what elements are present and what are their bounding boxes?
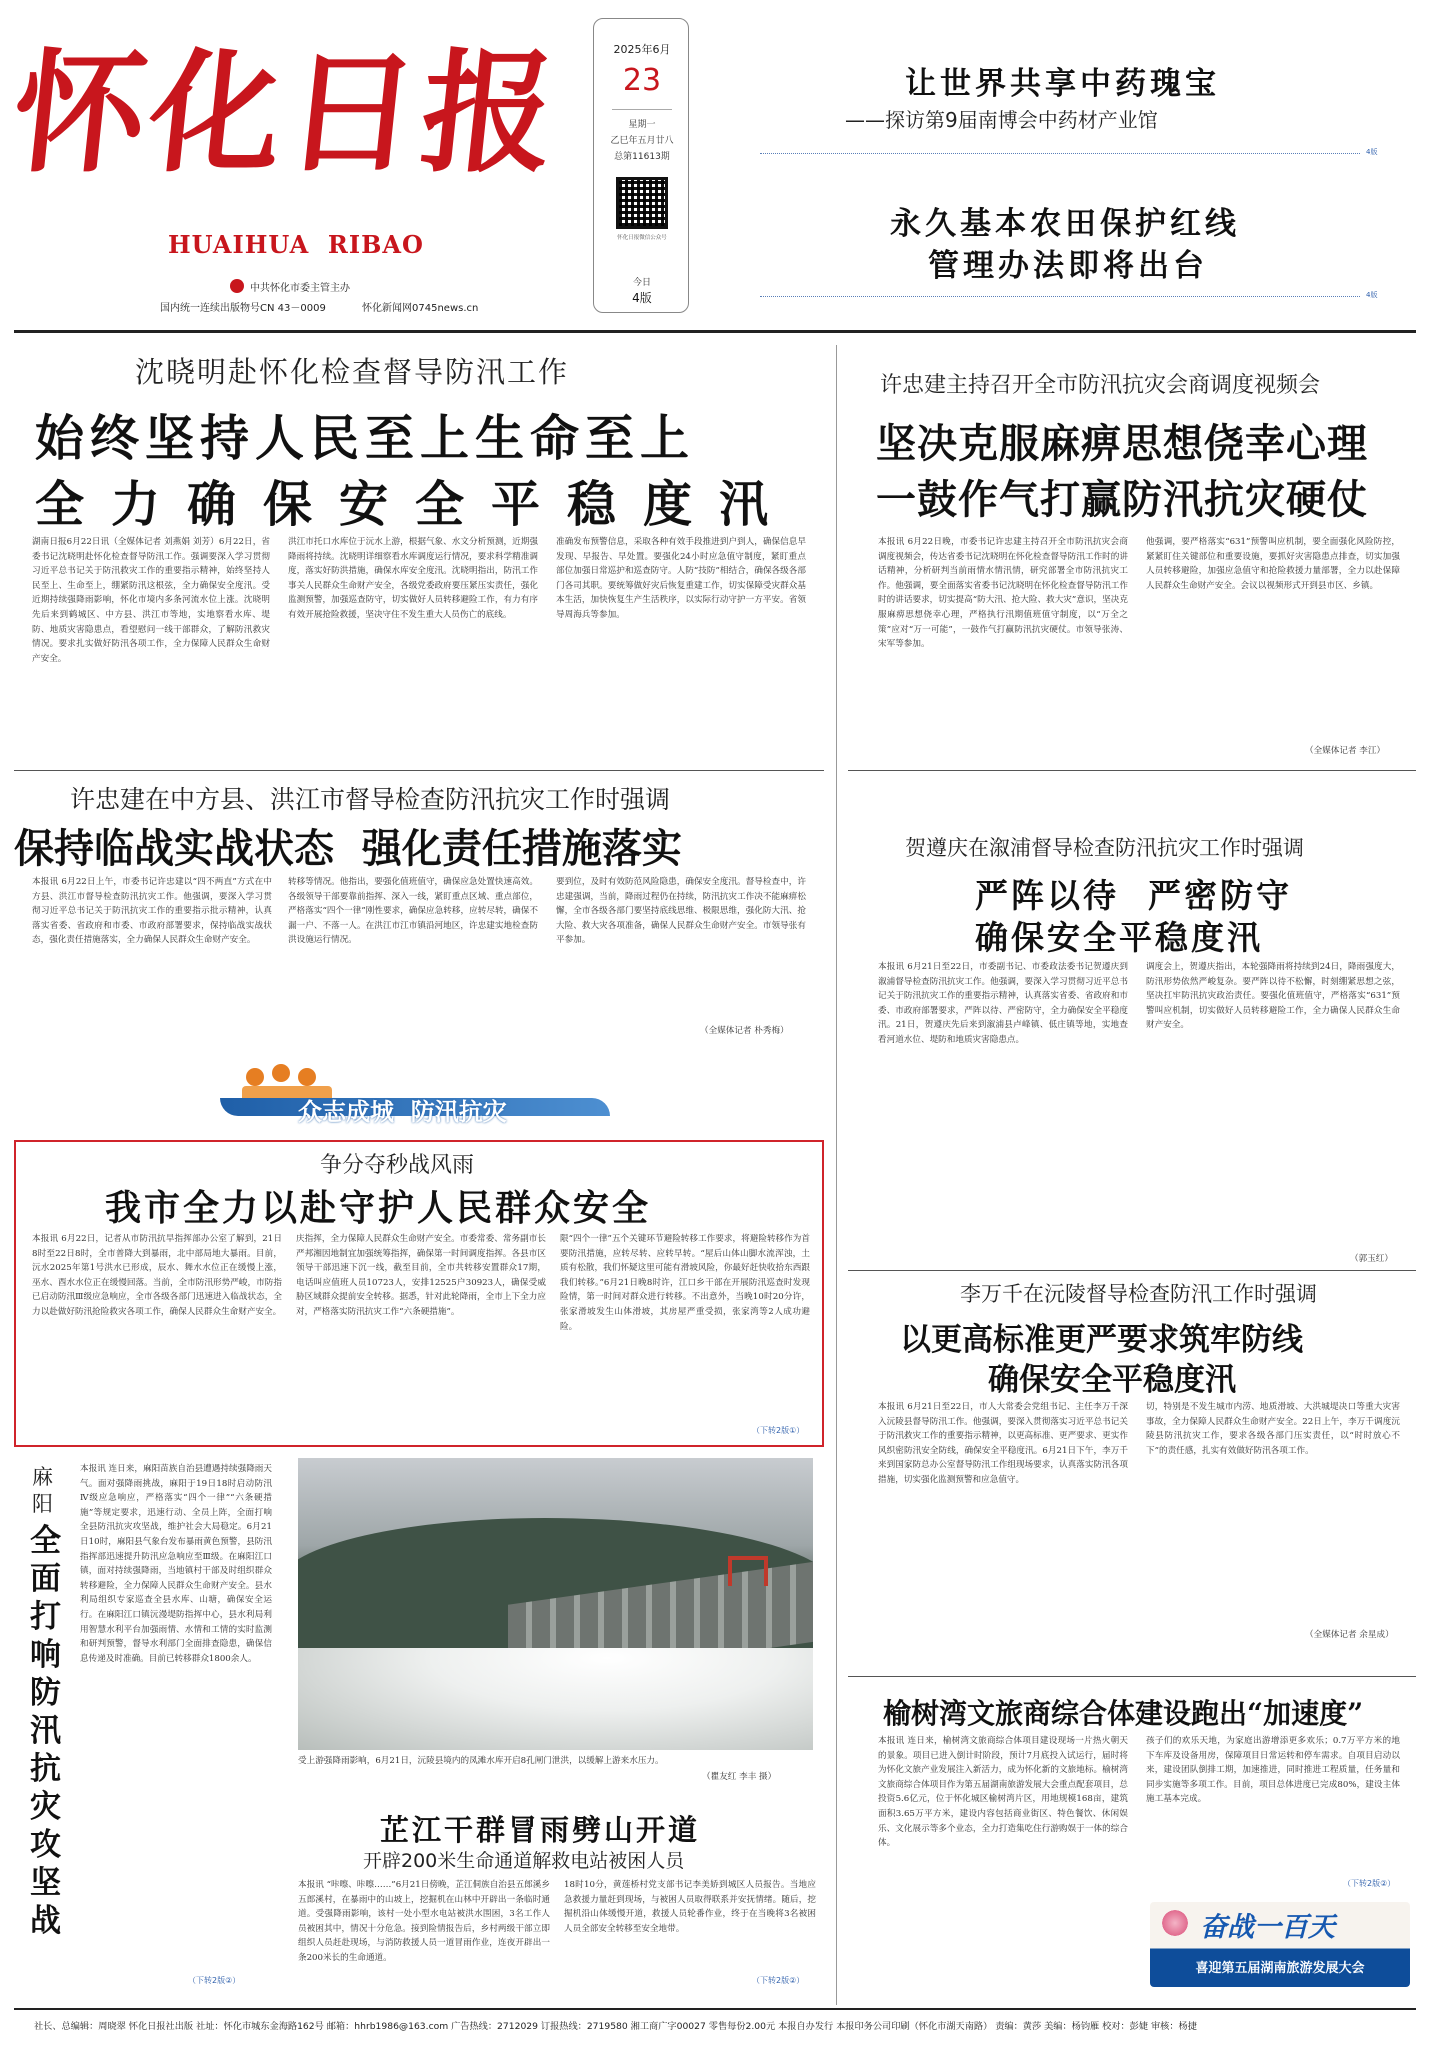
right-second-credit: （郭玉红） (1350, 1254, 1393, 1264)
right-second-col2: 调度会上，贺遵庆指出，本轮强降雨将持续到24日，降雨强度大，防汛形势依然严峻复杂。要严阵以待不松懈，时刻绷紧思想之弦，坚决扛牢防汛抗灾政治责任。要强化值班值守，严格落实“631”预警叫应机制，切实做好人员转移避险工作，全力确保人民群众生命财产安全。 (1146, 962, 1400, 1031)
zhijiang-col1: 本报讯 “咔嚓、咔嚓……”6月21日傍晚，芷江侗族自治县五郎溪乡五郎溪村，在暴雨中的山坡上，挖掘机在山林中开辟出一条临时通道。受强降雨影响，该村一处小型水电站被洪水围困，3名工作人员被困其中，情况十分危急。接到险情报告后，乡村两级干部立即组织人员赶赴现场，与消防救援人员一道冒雨作业，连夜开辟出一条200米长的生命通道。 (298, 1880, 550, 1963)
date-weekday: 星期一 (628, 120, 656, 130)
masthead-site: 怀化新闻网0745news.cn (362, 303, 479, 314)
date-issue: 总第11613期 (614, 152, 670, 162)
right-third-col2: 切，特别是不发生城市内涝、地质滑坡、大洪城堤决口等重大灾害事故，全力保障人民群众生命财产安全。22日上午，李万千调度沅陵县防汛抗灾工作，要求各级各部门压实责任，以“时时放心不下”的责任感，扎实有效做好防汛各项工作。 (1146, 1402, 1400, 1456)
masthead (0, 0, 1430, 330)
masthead-pinyin: HUAIHUA RIBAO (168, 230, 424, 259)
promo-flower-icon (1160, 1908, 1190, 1938)
teaser-1-rule (760, 153, 1360, 154)
right-second-bottom-rule (848, 1270, 1416, 1271)
right-fourth-title[interactable]: 榆树湾文旅商综合体建设跑出“加速度” (883, 1697, 1364, 1730)
right-lead-bottom-rule (848, 770, 1416, 771)
photo-caption-text: 受上游强降雨影响，6月21日，沅陵县境内的凤滩水库开启8孔闸门泄洪，以缓解上游来水压力。 (298, 1756, 664, 1766)
pages-count: 4版 (632, 291, 652, 305)
lead-title-line1[interactable]: 始终坚持人民至上生命至上 (35, 410, 696, 467)
pages-label: 今日 (632, 278, 651, 288)
date-day: 23 (622, 63, 662, 98)
date-lunar: 乙巳年五月廿八 (610, 136, 674, 146)
right-second-kicker: 贺遵庆在溆浦督导检查防汛抗灾工作时强调 (905, 836, 1304, 860)
right-second-title-line1[interactable]: 严阵以待 严密防守 (975, 876, 1292, 915)
photo-gantry-crane (728, 1556, 768, 1586)
right-third-credit: （全媒体记者 余星成） (1305, 1630, 1394, 1640)
footer: 社长、总编辑：周晓翠 怀化日报社出版 社址：怀化市城东金海路162号 邮箱：hhrb1986@163.com 广告热线：2712029 订报热线：2719580 湘工商广字00027 零售每份2.00元 本报自办发行 本报印务公司印刷（怀化市湖天南路） 责编：黄莎 美编：杨钧雁 校对：彭婕 审核：杨捷 (34, 2021, 1197, 2032)
second-kicker: 许忠建在中方县、洪江市督导检查防汛抗灾工作时强调 (70, 785, 671, 814)
second-col1: 本报讯 6月22日上午，市委书记许忠建以“四不两直”方式在中方县、洪江市督导检查防汛抗灾工作。他强调，要深入学习贯彻习近平总书记关于防汛抗灾工作的重要指示批示精神，认真落实省委、省政府和市委、市政府部署要求，保持临战实战状态，强化责任措施落实，全力确保人民群众生命财产安全。 (32, 877, 272, 946)
right-lead-col2: 他强调，要严格落实“631”预警叫应机制，要全面强化风险防控，紧紧盯住关键部位和重要设施，要抓好灾害隐患点排查，切实加强人员转移避险，加强应急值守和抢险救援力量部署，全力以赴保障人民群众生命财产安全。会议以视频形式开到县市区、乡镇。 (1146, 537, 1400, 591)
banner-title: 众志成城 防汛抗灾 (298, 1098, 507, 1126)
right-lead-title-line2[interactable]: 一鼓作气打赢防汛抗灾硬仗 (876, 477, 1368, 523)
boxed-next[interactable]: （下转2版①） (752, 1426, 805, 1435)
teaser-2-page[interactable]: 4版 (1366, 291, 1378, 299)
zhijiang-col2: 18时10分，黄莲桥村党支部书记李美娇到城区人员报告。当地应急救援力量赶到现场，与被困人员取得联系并安抚情绪。随后，挖掘机沿山体缓慢开道，救援人员轮番作业，终于在当晚将3名被困人员全部安全转移至安全地带。 (564, 1880, 816, 1934)
teaser-1-page[interactable]: 4版 (1366, 148, 1378, 156)
footer-rule (14, 2008, 1416, 2010)
date-year-month: 2025年6月 (613, 43, 671, 56)
teaser-2-title-line2[interactable]: 管理办法即将出台 (928, 248, 1208, 284)
masthead-cn: 国内统一连续出版物号CN 43－0009 (160, 303, 326, 314)
right-second-title-line2[interactable]: 确保安全平稳度汛 (975, 918, 1263, 957)
lead-col3: 准确发布预警信息，采取各种有效手段推进到户到人，确保信息早发现、早报告、早处置。要强化24小时应急值守制度，紧盯重点部位加强日常巡护和巡查防守。人防“技防”相结合，确保各级各部门各司其职。要统筹做好灾后恢复重建工作，切实保障受灾群众基本生活，加快恢复生产生活秩序，以实际行动守护一方平安。省领导周海兵等参加。 (556, 537, 806, 620)
boxed-col2: 庆指挥，全力保障人民群众生命财产安全。市委常委、常务副市长严邦湘因地制宜加强统筹指挥，确保第一时间调度指挥。各县市区领导干部迅速下沉一线，截至目前，全市共转移安置群众17期，电话叫应值班人员10723人，安排12525户30923人，确保受威胁区域群众提前安全转移。据悉，针对此轮降雨，全市上下全力应对，严格落实防汛抗灾工作“六条硬措施”。 (296, 1234, 546, 1317)
date-divider (612, 109, 672, 110)
right-fourth-col1: 本报讯 连日来，榆树湾文旅商综合体项目建设现场一片热火朝天的景象。项目已进入倒计时阶段，预计7月底投入试运行，届时将为怀化文旅产业发展注入新活力，成为怀化新的文旅地标。榆树湾文旅商综合体项目作为第五届湖南旅游发展大会重点配套项目，总投资5.6亿元，位于怀化城区榆树湾片区，用地规模168亩，建筑面积3.65万平方米，建设内容包括商业街区、特色餐饮、休闲娱乐、文化展示等多个业态，全力打造集吃住行游购娱于一体的综合体。 (878, 1736, 1128, 1849)
photo-credit: （瞿友红 李丰 摄） (702, 1772, 777, 1782)
second-col3: 要到位，及时有效防范风险隐患，确保安全度汛。督导检查中，许忠建强调，当前，降雨过程仍在持续，防汛抗灾工作决不能麻痹松懈，全市各级各部门要坚持底线思维、极限思维，强化防大汛、抢大险、救大灾各项准备，确保人民群众生命财产安全。市领导张有平参加。 (556, 877, 806, 946)
lead-kicker: 沈晓明赴怀化检查督导防汛工作 (135, 355, 570, 389)
dam-photo (298, 1458, 813, 1750)
column-divider (836, 345, 837, 2005)
boxed-kicker: 争分夺秒战风雨 (320, 1153, 475, 1178)
teaser-2-title-line1[interactable]: 永久基本农田保护红线 (890, 206, 1240, 242)
teaser-2-rule (760, 296, 1360, 297)
second-col2: 转移等情况。他指出，要强化值班值守，确保应急处置快速高效。各级领导干部要靠前指挥、深入一线，紧盯重点区域、重点部位，严格落实“四个一律”刚性要求，确保应急转移，应转尽转，确保不漏一户、不落一人。在洪江市江市镇沿河地区，许忠建实地检查防洪设施运行情况。 (288, 877, 538, 946)
right-third-title-line2[interactable]: 确保安全平稳度汛 (988, 1362, 1236, 1398)
teaser-1-subtitle: ——探访第9届南博会中药材产业馆 (845, 108, 1158, 132)
lead-title-line2[interactable]: 全力确保安全平稳度汛 (35, 476, 796, 533)
second-title[interactable]: 保持临战实战状态 强化责任措施落实 (14, 826, 682, 872)
lead-col2: 洪江市托口水库位于沅水上游，根据气象、水文分析预测，近期强降雨将持续。沈晓明详细察看水库调度运行情况，要求科学精准调度，落实好防洪措施，确保水库安全度汛。沈晓明指出，防汛工作事关人民群众生命财产安全，各级党委政府要压紧压实责任，强化监测预警，加强巡查防守，切实做好人员转移避险工作，有力有序有效开展抢险救援，坚决守住不发生重大人员伤亡的底线。 (288, 537, 538, 620)
boxed-col3: 限“四个一律”五个关键环节避险转移工作要求，将避险转移作为首要防汛措施，应转尽转、应转早转。“屋后山体山脚水流浑浊，土质有松散，我们怀疑这里可能有滑坡风险，你最好赶快收拾东西跟我们转移。”6月21日晚8时许，江口乡干部在开展防汛巡查时发现险情，第一时间对群众进行转移。不出意外，当晚10时20分许，张家滑坡发生山体滑坡，其房屋严重受损，张家湾等2人成功避险。 (560, 1234, 810, 1332)
lead-bottom-rule (14, 770, 824, 771)
publisher-logo-icon (230, 279, 244, 293)
qr-caption: 怀化日报微信公众号 (617, 235, 667, 241)
boxed-col1: 本报讯 6月22日，记者从市防汛抗旱指挥部办公室了解到，21日8时至22日8时，全市普降大到暴雨，北中部局地大暴雨。目前，沅水2025年第1号洪水已形成，辰水、舞水水位正在缓慢上涨，巫水、酉水水位正在缓慢回落。当前，全市防汛形势严峻，市防指已启动防汛Ⅲ级应急响应，全市各级各部门迅速进入临战状态，全力以赴做好防汛抢险救灾各项工作，确保人民群众生命财产安全。 (32, 1234, 282, 1317)
teaser-1-title[interactable]: 让世界共享中药瑰宝 (905, 66, 1220, 102)
right-lead-col1: 本报讯 6月22日晚，市委书记许忠建主持召开全市防汛抗灾会商调度视频会，传达省委书记沈晓明在怀化检查督导防汛工作时的讲话精神，分析研判当前雨情水情汛情，研究部署全市防汛抗灾工作。他强调，要全面落实省委书记沈晓明在怀化检查督导防汛工作时的讲话要求，切实提高“防大汛、抢大险、救大灾”意识，坚决克服麻痹思想侥幸心理，严格执行汛期值班值守制度，以“万全之策”应对“万一可能”，一鼓作气打赢防汛抗灾硬仗。市领导张涛、宋军等参加。 (878, 537, 1128, 650)
mayang-place: 麻阳 (32, 1465, 53, 1516)
photo-caption (298, 1754, 813, 1768)
promo-sub: 喜迎第五届湖南旅游发展大会 (1195, 1961, 1365, 1976)
mayang-next[interactable]: （下转2版②） (188, 1976, 241, 1985)
second-credit: （全媒体记者 朴秀梅） (700, 1026, 789, 1036)
right-lead-title-line1[interactable]: 坚决克服麻痹思想侥幸心理 (876, 421, 1368, 467)
right-fourth-col2: 孩子们的欢乐天地，为家庭出游增添更多欢乐；0.7万平方米的地下车库及设备用房，保障项目日常运转和停车需求。自项目启动以来，建设团队倒排工期，加速推进，同时推进工程质量，任务量和同步实施等多项工作。目前，项目总体进度已完成80%，建设主体施工基本完成。 (1146, 1736, 1400, 1805)
right-third-bottom-rule (848, 1676, 1416, 1677)
masthead-logo: 怀化日报 (5, 36, 567, 191)
photo-spillway-water (298, 1648, 813, 1750)
masthead-rule (14, 330, 1416, 333)
right-third-title-line1[interactable]: 以更高标准更严要求筑牢防线 (900, 1322, 1303, 1358)
zhijiang-subtitle: 开辟200米生命通道解救电站被困人员 (363, 1850, 685, 1872)
date-box (593, 18, 689, 313)
lead-col1: 湖南日报6月22日讯（全媒体记者 刘燕娟 刘芳）6月22日，省委书记沈晓明赴怀化检查督导防汛工作。强调要深入学习贯彻习近平总书记关于防汛救灾工作的重要指示精神，始终坚持人民至上、生命至上，绷紧防汛这根弦，全力确保安全度汛。受近期持续强降雨影响，怀化市境内多条河流水位上涨。沈晓明先后来到鹤城区、中方县、洪江市等地，实地察看水库、堤防、地质灾害隐患点，看望慰问一线干部群众，了解防汛救灾情况。要求扎实做好防汛各项工作，全力保障人民群众生命财产安全。 (32, 537, 270, 664)
boxed-title[interactable]: 我市全力以赴守护人民群众安全 (105, 1187, 652, 1229)
mayang-title[interactable]: 全面打响防汛抗灾攻坚战 (30, 1523, 61, 1939)
flood-banner (220, 1062, 610, 1126)
qr-code-icon[interactable] (616, 177, 668, 229)
promo-banner[interactable] (1150, 1902, 1410, 1987)
right-lead-kicker: 许忠建主持召开全市防汛抗灾会商调度视频会 (880, 373, 1321, 398)
right-fourth-next[interactable]: （下转2版②） (1343, 1879, 1396, 1888)
mayang-body: 本报讯 连日来，麻阳苗族自治县遭遇持续强降雨天气。面对强降雨挑战，麻阳于19日18时启动防汛Ⅳ级应急响应，严格落实“四个一律”“六条硬措施”等规定要求，迅速行动、全员上阵，全面打响全县防汛抗灾攻坚战，维护社会大局稳定。6月21日10时，麻阳县气象台发布暴雨黄色预警，县防汛指挥部迅速提升防汛应急响应至Ⅲ级。在麻阳江口镇，面对持续强降雨，当地镇村干部及时组织群众转移避险，全力保障人民群众生命财产安全。县水利局组织专家巡查全县水库、山塘，确保安全运行。在麻阳江口镇沅漫堤防指挥中心，县水利局利用智慧水利平台加强雨情、水情和工情的实时监测和研判预警，督导水利部门全面排查隐患，确保信息传递及时准确。目前已转移群众1800余人。 (80, 1464, 272, 1664)
promo-main: 奋战一百天 (1200, 1912, 1335, 1943)
zhijiang-next[interactable]: （下转2版②） (752, 1976, 805, 1985)
right-lead-credit: （全媒体记者 李江） (1305, 746, 1386, 756)
right-third-kicker: 李万千在沅陵督导检查防汛工作时强调 (960, 1282, 1317, 1306)
zhijiang-kicker[interactable]: 芷江干群冒雨劈山开道 (380, 1813, 701, 1847)
right-third-col1: 本报讯 6月21日至22日，市人大常委会党组书记、主任李万千深入沅陵县督导防汛工作。他强调，要深入贯彻落实习近平总书记关于防汛救灾工作的重要指示精神，以更高标准、更严要求、更实作风织密防汛安全防线，确保安全平稳度汛。6月21日下午，李万千来到国家防总办公室督导防汛工作组现场要求，认真落实防汛各项措施，切实强化监测预警和应急值守。 (878, 1402, 1128, 1485)
right-second-col1: 本报讯 6月21日至22日，市委副书记、市委政法委书记贺遵庆到溆浦督导检查防汛抗灾工作。他强调，要深入学习贯彻习近平总书记关于防汛抗灾工作的重要指示精神，认真落实省委、省政府和市委、市政府部署要求，严阵以待、严密防守，全力确保安全平稳度汛。21日，贺遵庆先后来到溆浦县卢峰镇、低庄镇等地，实地查看河道水位、堤防和地质灾害隐患点。 (878, 962, 1128, 1045)
masthead-publisher: 中共怀化市委主管主办 (250, 283, 350, 294)
